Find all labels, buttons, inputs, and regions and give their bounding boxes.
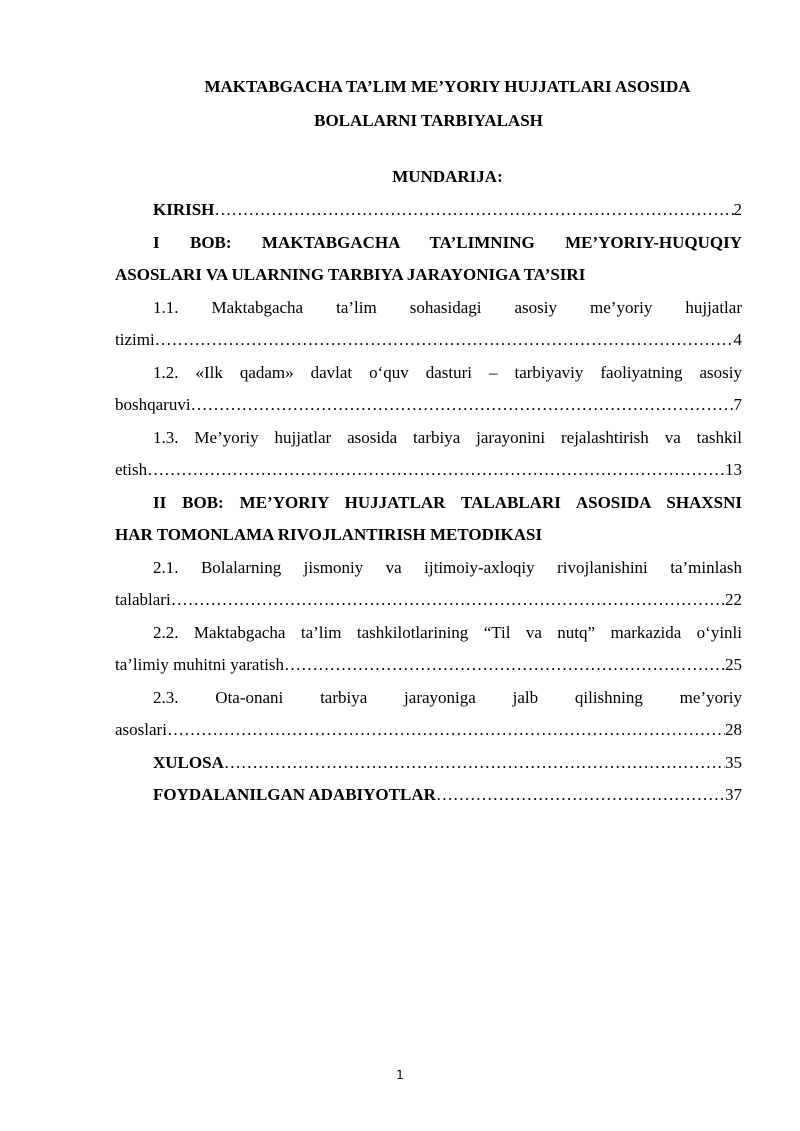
toc-chapter-1[interactable] xyxy=(115,227,742,292)
toc-entry-2-1[interactable] xyxy=(115,552,742,617)
toc-leader-dots xyxy=(436,779,725,812)
toc-entry-xulosa[interactable] xyxy=(115,747,742,780)
toc-page-number: 13 xyxy=(725,460,742,479)
toc-page-number: 22 xyxy=(725,590,742,609)
toc-entry-2-3[interactable] xyxy=(115,682,742,747)
toc-entry-title-line-1: 1.1. Maktabgacha ta’lim sohasidagi asosiy me’yoriy hujjatlar xyxy=(153,297,742,317)
toc-entry-2-2[interactable] xyxy=(115,617,742,682)
toc-entry-title-line-1: 1.2. «Ilk qadam» davlat o‘quv dasturi – tarbiyaviy faoliyatning asosiy xyxy=(153,362,742,382)
toc-page-number: 37 xyxy=(725,785,742,804)
toc-entry-title-line-2: talablari xyxy=(115,590,171,609)
toc-page-number: 4 xyxy=(733,330,742,349)
toc-entry-label: FOYDALANILGAN ADABIYOTLAR xyxy=(153,785,436,804)
toc-entry-title-line-2: asoslari xyxy=(115,720,167,739)
toc-chapter-2[interactable] xyxy=(115,487,742,552)
toc-entry-title-line-1: 2.2. Maktabgacha ta’lim tashkilotlarining “Til va nutq” markazida o‘yinli xyxy=(153,622,742,642)
toc-entry-adabiyotlar[interactable] xyxy=(115,779,742,812)
toc-chapter-title-line-1: II BOB: ME’YORIY HUJJATLAR TALABLARI ASOSIDA SHAXSNI xyxy=(153,492,742,512)
toc-leader-dots xyxy=(171,584,725,617)
toc-chapter-title-line-2: ASOSLARI VA ULARNING TARBIYA JARAYONIGA TA’SIRI xyxy=(115,265,586,284)
toc-leader-dots xyxy=(155,324,734,357)
toc-page-number: 7 xyxy=(733,395,742,414)
toc-entry-title-line-2: etish xyxy=(115,460,148,479)
table-of-contents xyxy=(115,194,742,812)
page-number: 1 xyxy=(396,1068,404,1082)
toc-entry-title-line-1: 2.3. Ota-onani tarbiya jarayoniga jalb qilishning me’yoriy xyxy=(153,687,742,707)
toc-entry-label: XULOSA xyxy=(153,752,224,772)
toc-entry-title-line-2: boshqaruvi xyxy=(115,395,191,414)
toc-leader-dots xyxy=(147,454,725,487)
document-page xyxy=(115,70,742,812)
toc-entry-title-line-1: 1.3. Me’yoriy hujjatlar asosida tarbiya jarayonini rejalashtirish va tashkil xyxy=(153,427,742,447)
toc-page-number: 2 xyxy=(733,200,742,219)
toc-leader-dots xyxy=(284,649,725,682)
toc-entry-1-1[interactable] xyxy=(115,292,742,357)
toc-leader-dots xyxy=(191,389,734,422)
toc-entry-label: KIRISH xyxy=(153,200,215,219)
toc-leader-dots xyxy=(214,194,733,227)
toc-entry-title-line-2: tizimi xyxy=(115,330,155,349)
toc-chapter-title-line-1: I BOB: MAKTABGACHA TA’LIMNING ME’YORIY-HUQUQIY xyxy=(153,232,742,252)
toc-page-number: 28 xyxy=(725,720,742,739)
toc-page-number: 35 xyxy=(725,752,742,772)
document-title-line-2: BOLALARNI TARBIYALASH xyxy=(314,111,543,130)
toc-entry-title-line-2: ta’limiy muhitni yaratish xyxy=(115,655,285,674)
toc-page-number: 25 xyxy=(725,655,742,674)
toc-entry-1-2[interactable] xyxy=(115,357,742,422)
toc-entry-title-line-1: 2.1. Bolalarning jismoniy va ijtimoiy-axloqiy rivojlanishini ta’minlash xyxy=(153,557,742,577)
toc-chapter-title-line-2: HAR TOMONLAMA RIVOJLANTIRISH METODIKASI xyxy=(115,525,543,544)
toc-leader-dots xyxy=(167,714,725,747)
toc-entry-1-3[interactable] xyxy=(115,422,742,487)
document-title-line-1: MAKTABGACHA TA’LIM ME’YORIY HUJJATLARI ASOSIDA xyxy=(204,77,691,96)
contents-heading: MUNDARIJA: xyxy=(392,167,503,186)
toc-entry-kirish[interactable] xyxy=(115,194,742,227)
toc-leader-dots xyxy=(224,747,725,780)
